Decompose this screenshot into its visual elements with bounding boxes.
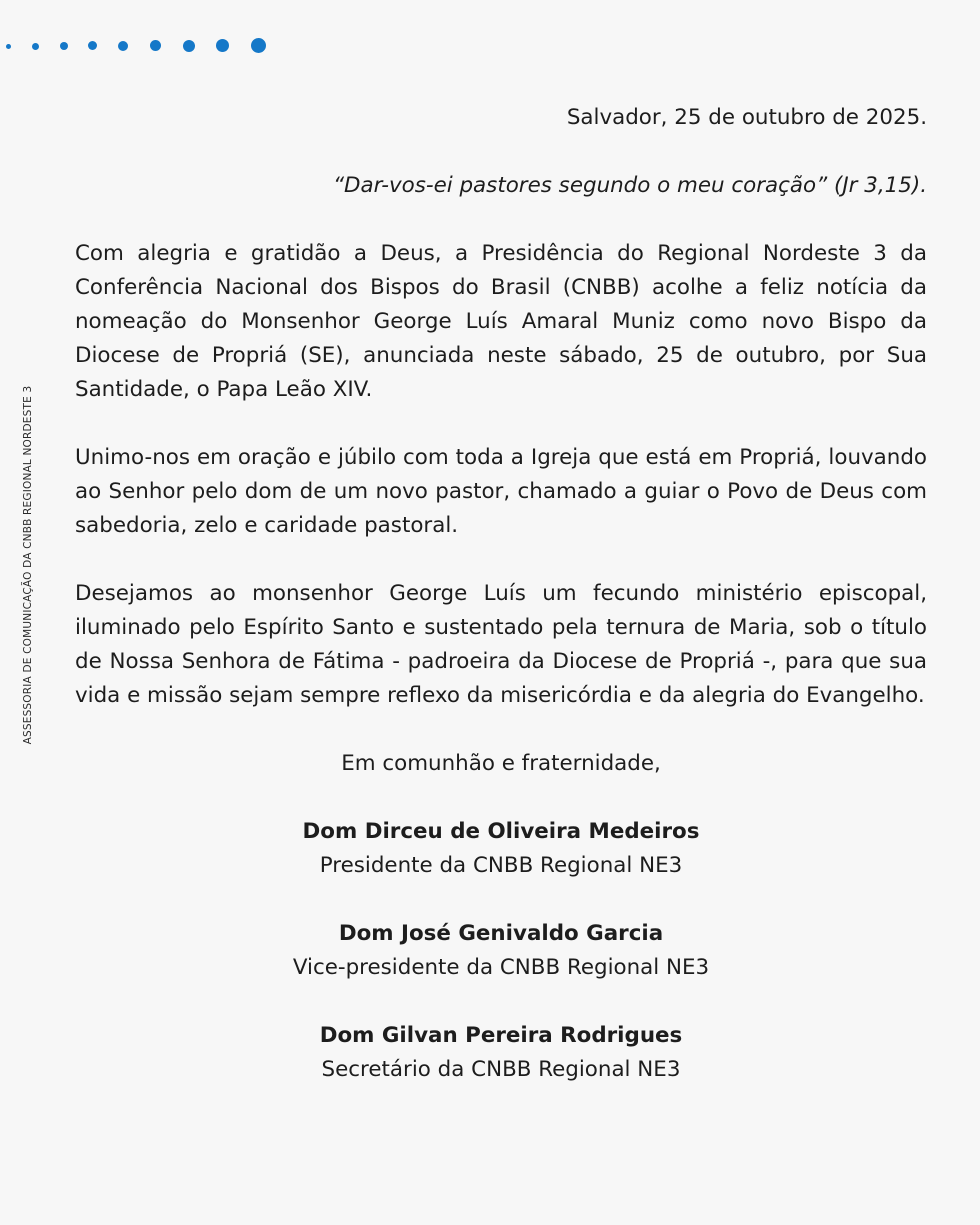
signatory-name: Dom Dirceu de Oliveira Medeiros xyxy=(302,819,700,844)
paragraph-2: Unimo-nos em oração e júbilo com toda a Igreja que está em Propriá, louvando ao Senhor pelo dom de um novo pastor, chamado a guiar o Povo de Deus com sabedoria, zelo e caridade pastoral. xyxy=(75,445,927,538)
decorative-dots xyxy=(0,0,300,90)
letter-epigraph: “Dar-vos-ei pastores segundo o meu coração” (Jr 3,15). xyxy=(332,173,927,198)
dot-8 xyxy=(216,39,229,52)
signature-block-vice-president xyxy=(75,917,927,985)
paragraph-3: Desejamos ao monsenhor George Luís um fecundo ministério episcopal, iluminado pelo Espírito Santo e sustentado pela ternura de Maria, sob o título de Nossa Senhora de Fátima - padroeira da Diocese de Propriá -, para que sua vida e missão sejam sempre reflexo da misericórdia e da alegria do Evangelho. xyxy=(75,581,927,708)
dot-2 xyxy=(32,43,39,50)
side-label: ASSESSORIA DE COMUNICAÇÃO DA CNBB REGIONAL NORDESTE 3 xyxy=(22,385,34,745)
signatory-role: Secretário da CNBB Regional NE3 xyxy=(321,1057,681,1082)
dot-9 xyxy=(251,38,266,53)
letter-body xyxy=(75,96,927,1087)
dot-1 xyxy=(6,44,11,49)
letter-date: Salvador, 25 de outubro de 2025. xyxy=(566,105,927,130)
signatory-role: Vice-presidente da CNBB Regional NE3 xyxy=(292,955,710,980)
dot-5 xyxy=(118,41,128,51)
signatory-name: Dom Gilvan Pereira Rodrigues xyxy=(319,1023,683,1048)
signatory-name: Dom José Genivaldo Garcia xyxy=(338,921,664,946)
signatory-role: Presidente da CNBB Regional NE3 xyxy=(319,853,683,878)
signature-block-president xyxy=(75,815,927,883)
closing-line: Em comunhão e fraternidade, xyxy=(341,751,661,776)
dot-3 xyxy=(60,42,68,50)
dot-4 xyxy=(88,41,97,50)
dot-7 xyxy=(183,40,195,52)
signature-block-secretary xyxy=(75,1019,927,1087)
dot-6 xyxy=(150,40,161,51)
paragraph-1: Com alegria e gratidão a Deus, a Presidência do Regional Nordeste 3 da Conferência Nacional dos Bispos do Brasil (CNBB) acolhe a feliz notícia da nomeação do Monsenhor George Luís Amaral Muniz como novo Bispo da Diocese de Propriá (SE), anunciada neste sábado, 25 de outubro, por Sua Santidade, o Papa Leão XIV. xyxy=(75,241,927,402)
